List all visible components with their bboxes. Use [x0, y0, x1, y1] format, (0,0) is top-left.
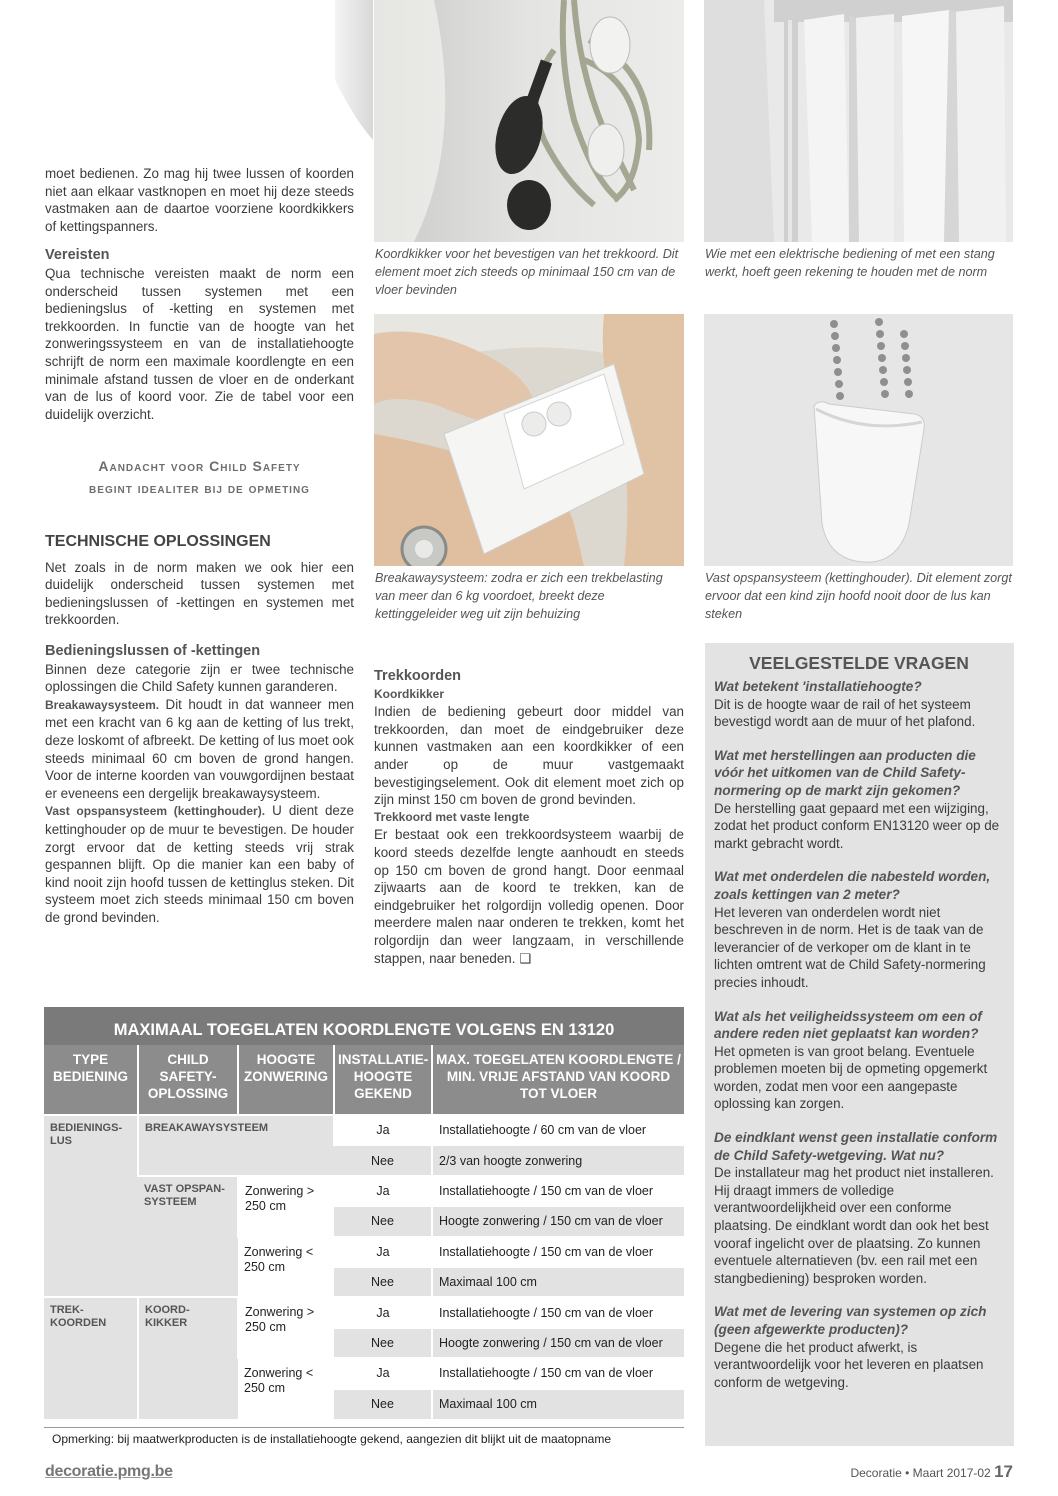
lussen-paragraph: Binnen deze categorie zijn er twee technische oplossingen die Child Safety kunnen garanderen.: [45, 661, 354, 695]
table-header-row: [44, 1045, 684, 1115]
cell-sol-breakaway: BREAKAWAYSYSTEEM: [138, 1115, 334, 1176]
cell-value: Hoogte zonwering / 150 cm van de vloer: [432, 1206, 684, 1236]
pull-quote: [45, 455, 354, 499]
footer-issue-text: Decoratie • Maart 2017-02: [850, 1466, 991, 1480]
cell-ja: Ja: [334, 1176, 432, 1206]
header-solution: CHILD SAFETY-OPLOSSING: [138, 1045, 238, 1115]
table-grid: [44, 1045, 684, 1419]
cell-nee: Nee: [334, 1389, 432, 1419]
table-row: [44, 1297, 684, 1327]
pull-quote-line1: Aandacht voor Child Safety: [98, 458, 301, 474]
vast-text: U dient deze kettinghouder op de muur te bevestigen. De houder zorgt ervoor dat de ketting steeds vrij strak gespannen blijft. Op die manier kan een baby of kind nooit zijn hoofd tussen de kettinglus steken. Dit systeem moet zich steeds minimaal 150 cm boven de grond bevinden.: [45, 803, 354, 925]
trekkoorden-heading: Trekkoorden: [374, 668, 462, 684]
cell-zon-gt: Zonwering > 250 cm: [238, 1176, 334, 1237]
faq-answer: Dit is de hoogte waar de rail of het systeem bevestigd wordt aan de muur of het plafond.: [714, 696, 976, 730]
table-note: Opmerking: bij maatwerkproducten is de installatiehoogte gekend, aangezien dit blijkt uit de maatopname: [44, 1427, 684, 1446]
column-left: [45, 165, 354, 423]
cell-value: Maximaal 100 cm: [432, 1389, 684, 1419]
table-title: MAXIMAAL TOEGELATEN KOORDLENGTE VOLGENS EN 13120: [44, 1007, 684, 1045]
cell-type-trek: TREK-KOORDEN: [44, 1297, 138, 1419]
faq-answer: Het leveren van onderdelen wordt niet beschreven in de norm. Het is de taak van de leverancier of de verkoper om de klant in te lichten omtrent wat de Child Safety-normering precies inhoudt.: [714, 904, 986, 990]
faq-question: De eindklant wenst geen installatie conform de Child Safety-wetgeving. Wat nu?: [714, 1130, 998, 1163]
breakaway-label: Breakawaysysteem.: [45, 697, 160, 712]
top-left-photo: [335, 0, 373, 145]
faq-question: Wat met de levering van systemen op zich (geen afgewerkte producten)?: [714, 1304, 987, 1337]
vaste-lengte-text: Er bestaat ook een trekkoordsysteem waarbij de koord steeds dezelfde lengte aanhoudt en steeds op 150 cm boven de grond hangt. Door eenmaal zijwaarts aan de koord te trekken, kan de eindgebruiker het rolgordijn volledig openen. Door meerdere malen naar onderen te trekken, komt het rolgordijn dan weer langzaam, in verschillende stappen, naar beneden.: [374, 827, 684, 966]
faq-answer: De installateur mag het product niet installeren. Hij draagt immers de volledige verantwoordelijkheid over een conforme plaatsing. De eindklant wordt dan ook het best vooraf ingelicht over de plaatsing. Zo kunnen eventuele alternatieven (bv. een rail met een stangbediening) besproken worden.: [714, 1165, 994, 1286]
cell-zon-lt: Zonwering < 250 cm: [238, 1237, 334, 1298]
faq-item: [714, 678, 1004, 731]
pull-quote-line2: begint idealiter bij de opmeting: [89, 480, 310, 496]
koordkikker-heading: Koordkikker: [374, 686, 445, 701]
cell-nee: Nee: [334, 1328, 432, 1358]
vast-paragraph: [45, 802, 354, 926]
header-type: TYPE BEDIENING: [44, 1045, 138, 1115]
vereisten-paragraph: Qua technische vereisten maakt de norm een onderscheid tussen systemen met een bedieningslus of -ketting en systemen met trekkoorden. In functie van de hoogte van het zonweringssysteem en van de installatiehoogte schrijft de norm een maximale koordlengte en een minimale afstand tussen de vloer en de onderkant van de lus of koord voor. Zie de tabel voor een duidelijk overzicht.: [45, 265, 354, 422]
vaste-lengte-paragraph: [374, 826, 684, 967]
koordkikker-paragraph: Indien de bediening gebeurt door middel van trekkoorden, dan moet de eindgebruiker deze kunnen vastmaken aan een koordkikker of een ander op de muur vastgemaakt bevestigingselement. Ook dit element moet zich op zijn minst 150 cm boven de grond bevinden.: [374, 704, 684, 808]
faq-question: Wat betekent 'installatiehoogte?: [714, 679, 922, 694]
faq-question: Wat als het veiligheidssysteem om een of andere reden niet geplaatst kan worden?: [714, 1008, 982, 1042]
cell-value: Installatiehoogte / 150 cm van de vloer: [432, 1176, 684, 1206]
cell-type-lus: BEDIENINGS-LUS: [44, 1115, 138, 1297]
breakaway-paragraph: [45, 696, 354, 803]
cell-value: Hoogte zonwering / 150 cm van de vloer: [432, 1328, 684, 1358]
photo-kettinghouder: [704, 314, 1013, 566]
cell-ja: Ja: [334, 1115, 432, 1145]
cell-value: Maximaal 100 cm: [432, 1267, 684, 1297]
caption-koordkikker: Koordkikker voor het bevestigen van het trekkoord. Dit element moet zich steeds op minimaal 150 cm van de vloer bevinden: [375, 247, 679, 297]
header-max: MAX. TOEGELATEN KOORDLENGTE / MIN. VRIJE AFSTAND VAN KOORD TOT VLOER: [432, 1045, 684, 1115]
faq-title: VEELGESTELDE VRAGEN: [749, 653, 969, 673]
end-mark-icon: ❑: [519, 950, 532, 966]
intro-paragraph: moet bedienen. Zo mag hij twee lussen of koorden niet aan elkaar vastknopen en moet hij deze steeds vastmaken aan de daartoe voorziene koordkikkers of kettingspanners.: [45, 166, 354, 234]
faq-item: [714, 868, 1004, 991]
cell-value: Installatiehoogte / 150 cm van de vloer: [432, 1297, 684, 1327]
faq-answer: Het opmeten is van groot belang. Eventuele problemen moeten bij de opmeting opgemerkt worden, zodat men voor een aangepaste oplossing kan zorgen.: [714, 1043, 988, 1112]
table-row: [44, 1115, 684, 1145]
cell-nee: Nee: [334, 1267, 432, 1297]
vereisten-heading: Vereisten: [45, 247, 110, 264]
cell-ja: Ja: [334, 1237, 432, 1267]
faq-answer: Degene die het product afwerkt, is verantwoordelijk voor het leveren en plaatsen conform de wetgeving.: [714, 1339, 984, 1390]
faq-question: Wat met onderdelen die nabesteld worden, zoals kettingen van 2 meter?: [714, 869, 991, 902]
faq-item: [714, 747, 1004, 853]
tech-heading: TECHNISCHE OPLOSSINGEN: [45, 533, 271, 550]
faq-box: [705, 643, 1014, 1446]
cell-sol-koord: KOORD-KIKKER: [138, 1297, 238, 1419]
faq-item: [714, 1129, 1004, 1287]
breakaway-text: Dit houdt in dat wanneer men met een kracht van 6 kg aan de ketting of lus trekt, deze loskomt of afbreekt. De ketting of lus moet ook steeds minimaal 60 cm boven de grond hangen. Voor de interne koorden van vouwgordijnen bestaat er eveneens een dergelijk breakawaysysteem.: [45, 696, 354, 801]
cell-sol-vast: VAST OPSPAN-SYSTEEM: [138, 1176, 238, 1298]
footer-url-link[interactable]: decoratie.pmg.be: [45, 1463, 173, 1480]
page-number: 17: [994, 1462, 1013, 1481]
cell-value: 2/3 van hoogte zonwering: [432, 1145, 684, 1175]
vast-label: Vast opspansysteem (kettinghouder).: [45, 804, 266, 819]
caption-kettinghouder: Vast opspansysteem (kettinghouder). Dit element zorgt ervoor dat een kind zijn hoofd nooit door de lus kan steken: [705, 571, 1012, 621]
vaste-lengte-heading: Trekkoord met vaste lengte: [374, 809, 530, 824]
photo-vertical-blinds: [704, 0, 1013, 242]
photo-breakaway: [374, 314, 684, 566]
photo-koordkikker: [374, 0, 684, 242]
cell-zon-lt: Zonwering < 250 cm: [238, 1358, 334, 1419]
faq-answer: De herstelling gaat gepaard met een wijziging, zodat het product conform EN13120 weer op de markt gebracht wordt.: [714, 800, 1000, 851]
column-left-lower: [45, 533, 354, 926]
tech-paragraph: Net zoals in de norm maken we ook hier een duidelijk onderscheid tussen systemen met bedieningslussen of -kettingen en systemen met trekkoorden.: [45, 559, 354, 628]
cell-nee: Nee: [334, 1206, 432, 1236]
lussen-heading: Bedieningslussen of -kettingen: [45, 642, 261, 659]
cell-nee: Nee: [334, 1145, 432, 1175]
faq-question: Wat met herstellingen aan producten die vóór het uitkomen van de Child Safety-normering op de markt zijn gekomen?: [714, 747, 976, 798]
cell-ja: Ja: [334, 1358, 432, 1388]
cell-zon-gt: Zonwering > 250 cm: [238, 1297, 334, 1358]
cell-value: Installatiehoogte / 60 cm van de vloer: [432, 1115, 684, 1145]
cell-value: Installatiehoogte / 150 cm van de vloer: [432, 1358, 684, 1388]
cell-value: Installatiehoogte / 150 cm van de vloer: [432, 1237, 684, 1267]
footer-issue: [850, 1462, 1013, 1482]
faq-item: [714, 1008, 1004, 1114]
caption-vertical-blinds: Wie met een elektrische bediening of met een stang werkt, hoeft geen rekening te houden met de norm: [705, 247, 995, 279]
koordlengte-table: [44, 1007, 684, 1446]
header-installatie: INSTALLATIE-HOOGTE GEKEND: [334, 1045, 432, 1115]
table-row: [44, 1176, 684, 1206]
cell-ja: Ja: [334, 1297, 432, 1327]
faq-item: [714, 1303, 1004, 1391]
header-hoogte: HOOGTE ZONWERING: [238, 1045, 334, 1115]
caption-breakaway: Breakawaysysteem: zodra er zich een trekbelasting van meer dan 6 kg voordoet, breekt deze kettinggeleider weg uit zijn behuizing: [375, 571, 663, 621]
column-middle: [374, 668, 684, 967]
